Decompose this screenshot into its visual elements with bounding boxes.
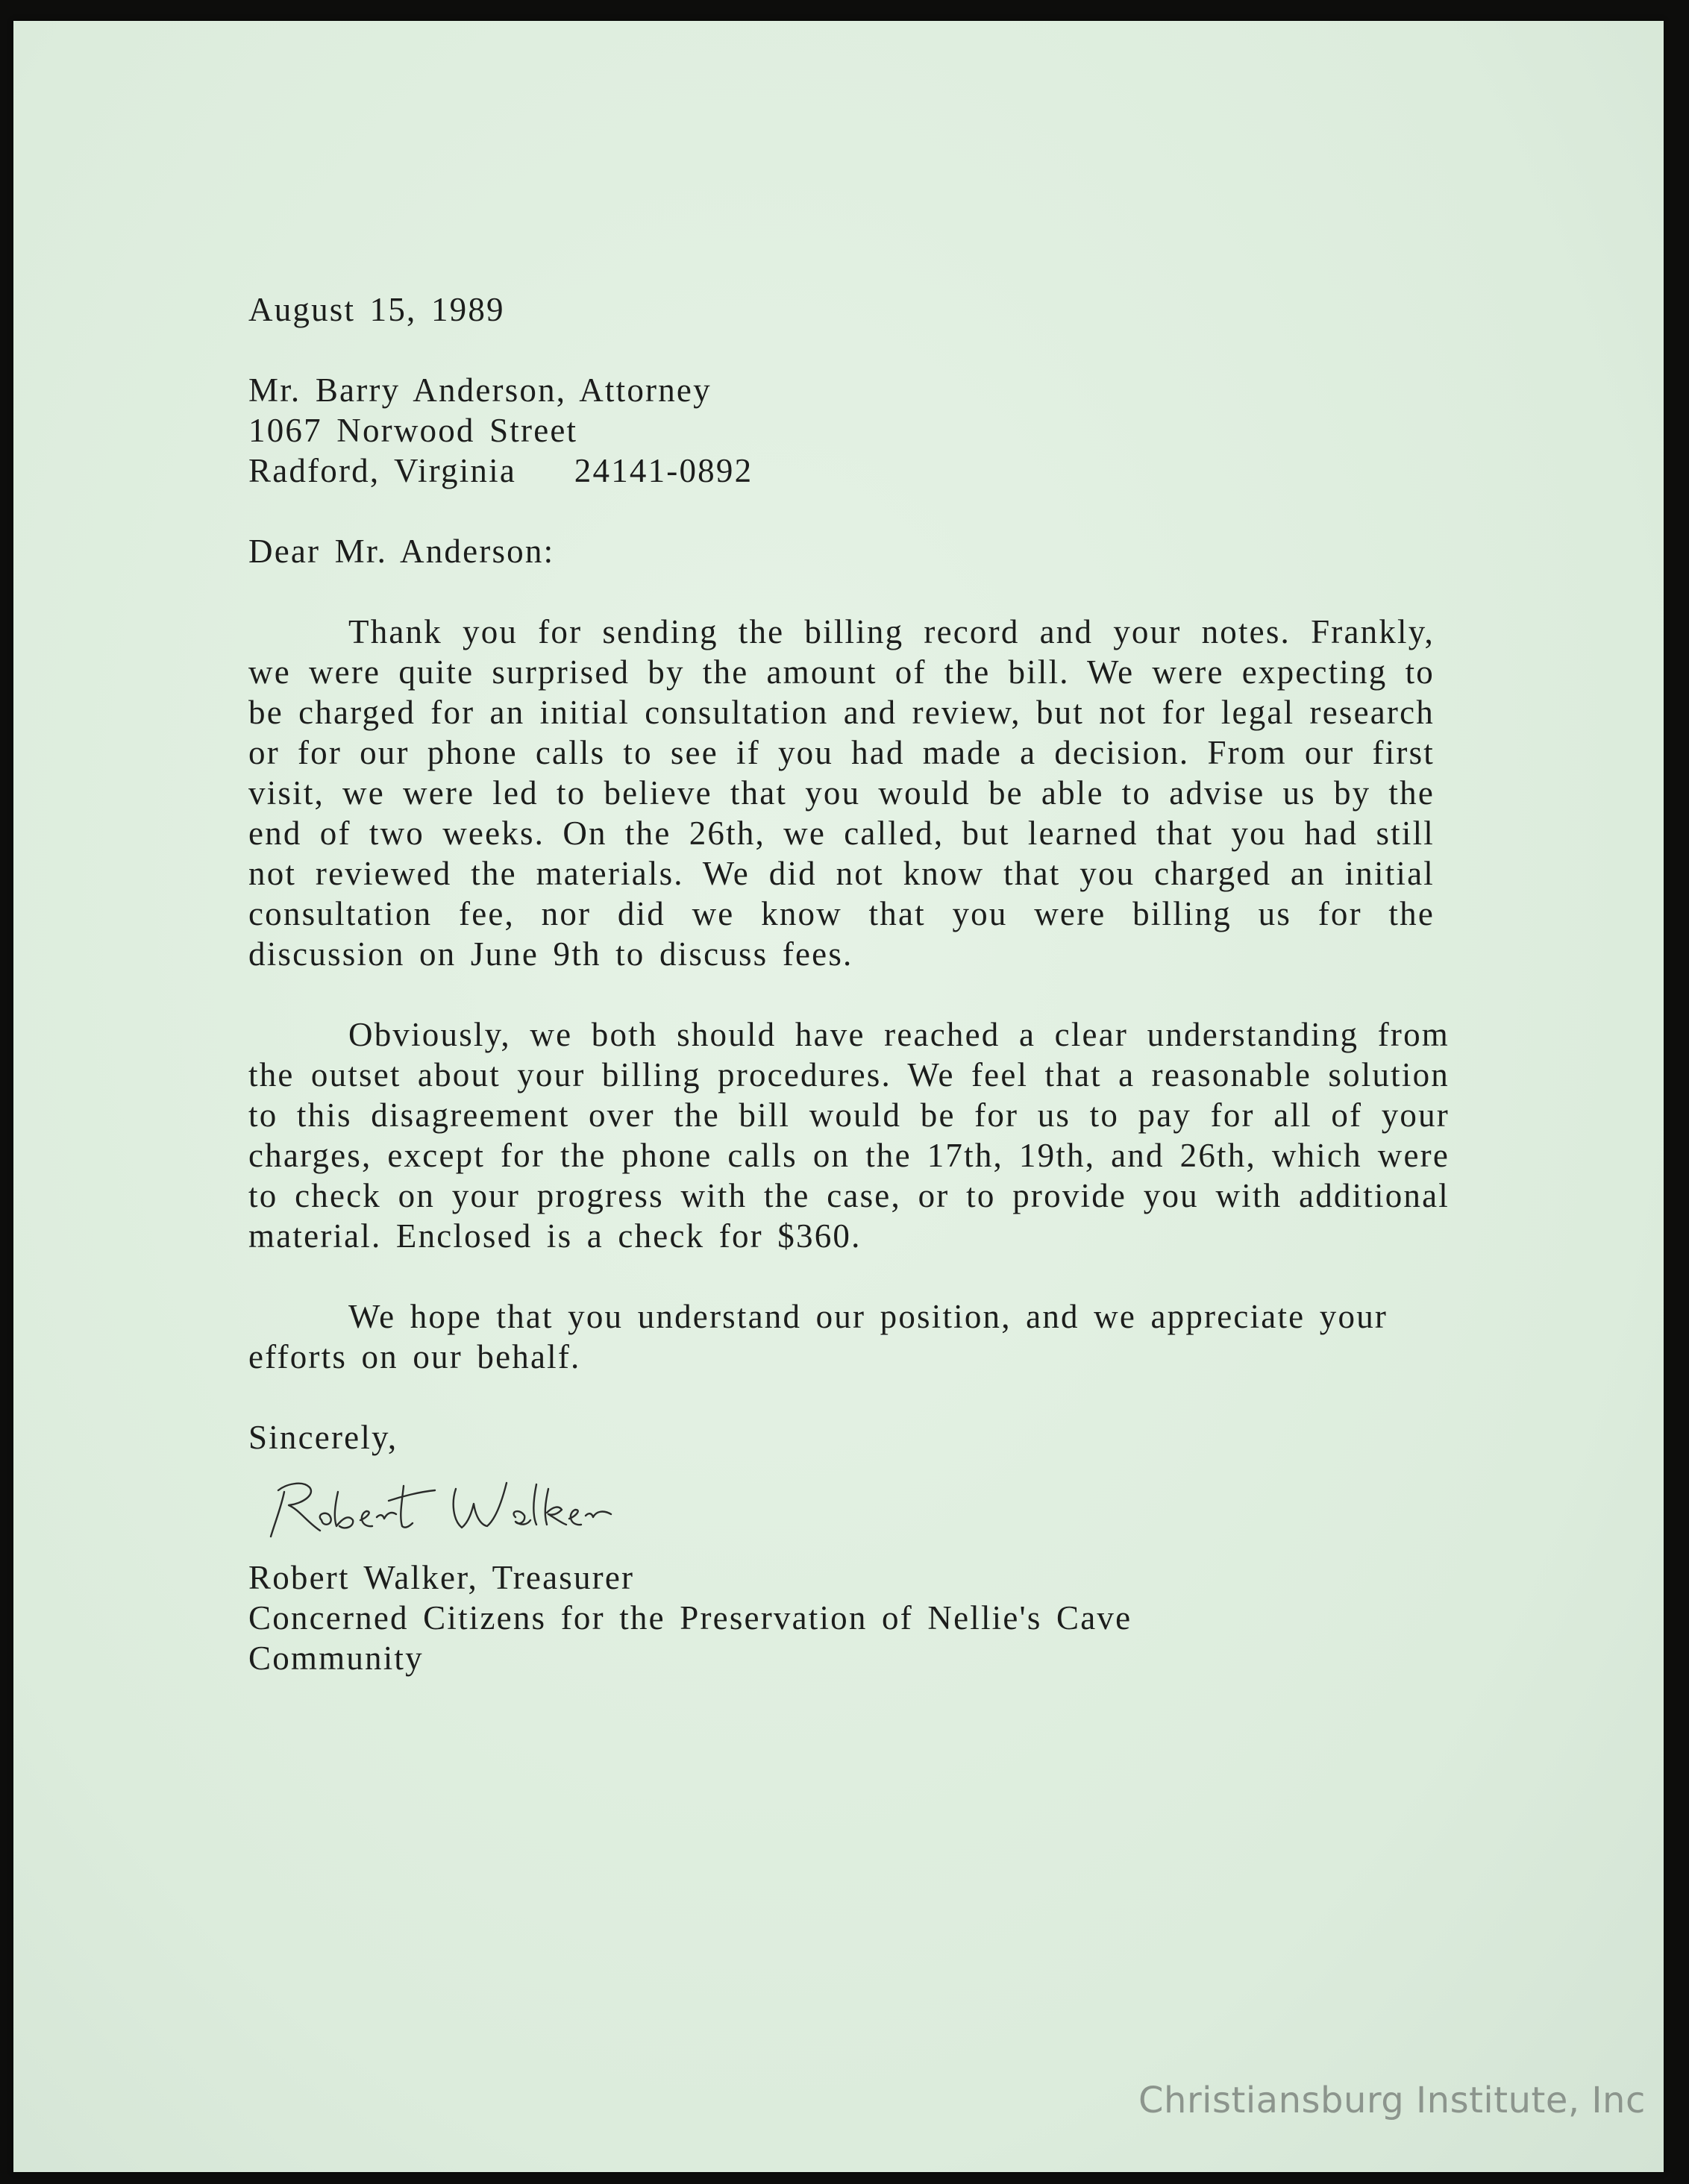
recipient-address <box>248 370 1472 491</box>
body-paragraph: We hope that you understand our position, and we appreciate your efforts on our behalf. <box>248 1298 1388 1375</box>
body-paragraph: Thank you for sending the billing record and your notes. Frankly, we were quite surprised by the amount of the bill. We were expecting to be charged for an initial consultation and review, but not for legal research or for our phone calls to see if you had made a decision. From our first visit, we were led to believe that you would be able to advise us by the end of two weeks. On the 26th, we called, but learned that you had still not reviewed the materials. We did not know that you charged an initial consultation fee, nor did we know that you were billing us for the discussion on June 9th to discuss fees. <box>248 613 1435 973</box>
letter-date: August 15, 1989 <box>248 291 505 328</box>
closing: Sincerely, <box>248 1419 398 1456</box>
body-paragraph: Obviously, we both should have reached a clear understanding from the outset about your billing procedures. We feel that a reasonable solution to this disagreement over the bill would be for us to pay for all of your charges, except for the phone calls on the 17th, 19th, and 26th, which were to check on your progress with the case, or to provide you with additional material. Enclosed is a check for $360. <box>248 1016 1450 1255</box>
signer-name: Robert Walker, Treasurer <box>248 1559 635 1596</box>
handwritten-signature <box>248 1462 1472 1551</box>
signature-image <box>256 1462 644 1551</box>
recipient-line: Mr. Barry Anderson, Attorney <box>248 371 712 409</box>
recipient-line: Radford, Virginia 24141-0892 <box>248 452 753 489</box>
salutation: Dear Mr. Anderson: <box>248 533 555 570</box>
watermark: Christiansburg Institute, Inc <box>1138 2080 1646 2121</box>
letter-body <box>248 289 1472 1678</box>
letter-page <box>13 21 1664 2172</box>
signer-organization: Concerned Citizens for the Preservation of Nellie's Cave <box>248 1599 1132 1637</box>
signer-organization: Community <box>248 1639 424 1677</box>
recipient-line: 1067 Norwood Street <box>248 412 578 449</box>
signer-block <box>248 1557 1472 1678</box>
